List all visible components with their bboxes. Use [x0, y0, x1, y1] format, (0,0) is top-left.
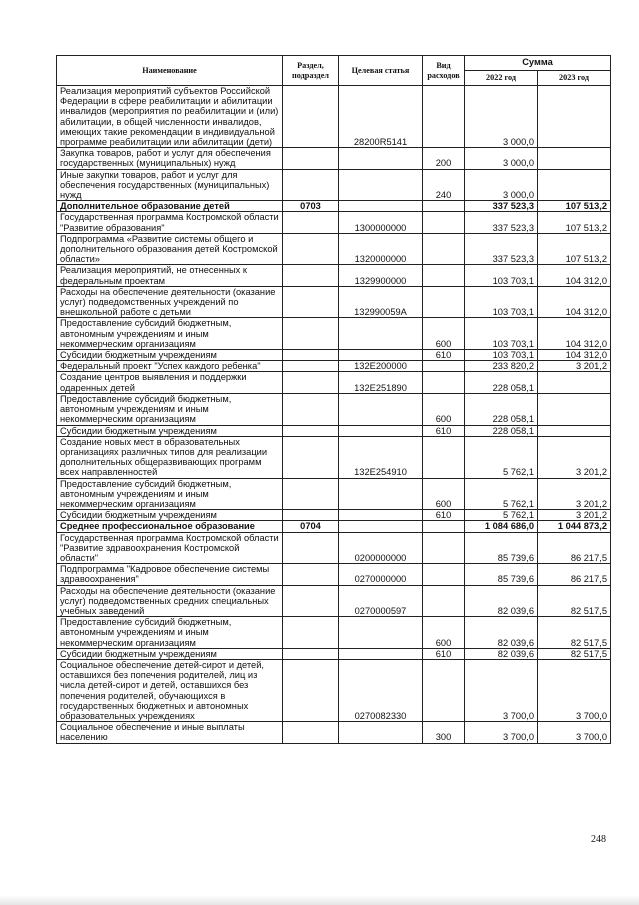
table-row — [57, 585, 611, 617]
row-2022-amount-cell: 3 000,0 — [465, 169, 538, 201]
row-section-cell — [283, 532, 339, 564]
row-name-cell: Социальное обеспечение и иные выплаты населению — [57, 722, 283, 743]
header-year-2022: 2022 год — [465, 71, 538, 86]
row-name-cell: Дополнительное образование детей — [57, 201, 283, 212]
row-2022-amount-cell: 337 523,3 — [465, 201, 538, 212]
row-target-cell: 28200R5141 — [339, 86, 423, 148]
row-section-cell — [283, 212, 339, 233]
row-2022-amount-cell: 5 762,1 — [465, 478, 538, 510]
row-section-cell — [283, 617, 339, 649]
row-kind-cell — [423, 521, 465, 532]
row-name-cell: Предоставление субсидий бюджетным, автономным учреждениям и иным некоммерческим организациям — [57, 318, 283, 350]
row-kind-cell: 600 — [423, 617, 465, 649]
row-name-cell: Субсидии бюджетным учреждениям — [57, 425, 283, 436]
row-2023-amount-cell: 3 201,2 — [538, 361, 611, 372]
table-row — [57, 361, 611, 372]
budget-table-sheet — [56, 55, 610, 744]
row-2022-amount-cell: 85 739,6 — [465, 532, 538, 564]
budget-table — [56, 55, 611, 744]
row-name-cell: Реализация мероприятий, не отнесенных к федеральным проектам — [57, 265, 283, 286]
row-2022-amount-cell: 85 739,6 — [465, 564, 538, 585]
table-row — [57, 478, 611, 510]
row-target-cell — [339, 510, 423, 521]
table-row — [57, 722, 611, 743]
row-section-cell — [283, 265, 339, 286]
row-2023-amount-cell: 104 312,0 — [538, 265, 611, 286]
row-name-cell: Предоставление субсидий бюджетным, автономным учреждениям и иным некоммерческим организациям — [57, 617, 283, 649]
row-name-cell: Подпрограмма «Развитие системы общего и дополнительного образования детей Костромской области» — [57, 233, 283, 265]
table-row — [57, 564, 611, 585]
row-2023-amount-cell: 3 201,2 — [538, 478, 611, 510]
row-2023-amount-cell: 3 700,0 — [538, 722, 611, 743]
row-2023-amount-cell: 3 201,2 — [538, 436, 611, 478]
row-section-cell — [283, 233, 339, 265]
table-row — [57, 372, 611, 393]
row-2023-amount-cell: 82 517,5 — [538, 585, 611, 617]
row-2022-amount-cell: 103 703,1 — [465, 286, 538, 318]
table-row — [57, 436, 611, 478]
row-section-cell — [283, 722, 339, 743]
row-name-cell: Государственная программа Костромской области "Развитие здравоохранения Костромской области" — [57, 532, 283, 564]
row-2023-amount-cell: 82 517,5 — [538, 648, 611, 659]
row-name-cell: Социальное обеспечение детей-сирот и детей, оставшихся без попечения родителей, лиц из числа детей-сирот и детей, оставшихся без попечения родителей, обучающихся в государственных бюджетных и автономных образовательных учреждениях — [57, 659, 283, 721]
row-section-cell — [283, 478, 339, 510]
row-target-cell — [339, 393, 423, 425]
table-row — [57, 201, 611, 212]
row-2022-amount-cell: 3 700,0 — [465, 722, 538, 743]
row-target-cell: 0270000597 — [339, 585, 423, 617]
table-header — [57, 56, 611, 86]
row-2023-amount-cell — [538, 393, 611, 425]
table-row — [57, 318, 611, 350]
row-2022-amount-cell: 233 820,2 — [465, 361, 538, 372]
row-section-cell — [283, 318, 339, 350]
row-target-cell — [339, 617, 423, 649]
row-section-cell — [283, 436, 339, 478]
table-row — [57, 425, 611, 436]
table-row — [57, 648, 611, 659]
row-target-cell — [339, 478, 423, 510]
row-kind-cell: 610 — [423, 425, 465, 436]
page-number: 248 — [591, 834, 606, 845]
row-2023-amount-cell: 82 517,5 — [538, 617, 611, 649]
row-name-cell: Создание новых мест в образовательных организациях различных типов для реализации дополнительных общеразвивающих программ всех направленностей — [57, 436, 283, 478]
row-section-cell — [283, 286, 339, 318]
row-target-cell — [339, 521, 423, 532]
row-2022-amount-cell: 3 000,0 — [465, 148, 538, 169]
table-row — [57, 510, 611, 521]
row-kind-cell — [423, 585, 465, 617]
row-2023-amount-cell: 86 217,5 — [538, 564, 611, 585]
row-section-cell — [283, 659, 339, 721]
row-target-cell: 132Е254910 — [339, 436, 423, 478]
row-kind-cell: 600 — [423, 478, 465, 510]
table-row — [57, 148, 611, 169]
row-2022-amount-cell: 228 058,1 — [465, 372, 538, 393]
row-section-cell — [283, 564, 339, 585]
row-name-cell: Субсидии бюджетным учреждениям — [57, 510, 283, 521]
row-2022-amount-cell: 228 058,1 — [465, 425, 538, 436]
row-2023-amount-cell — [538, 425, 611, 436]
row-2023-amount-cell: 107 513,2 — [538, 233, 611, 265]
row-name-cell: Создание центров выявления и поддержки одаренных детей — [57, 372, 283, 393]
row-target-cell: 1329900000 — [339, 265, 423, 286]
row-kind-cell: 600 — [423, 393, 465, 425]
row-name-cell: Федеральный проект "Успех каждого ребенка" — [57, 361, 283, 372]
row-2023-amount-cell: 104 312,0 — [538, 318, 611, 350]
row-2022-amount-cell: 5 762,1 — [465, 436, 538, 478]
row-2023-amount-cell: 107 513,2 — [538, 212, 611, 233]
row-kind-cell: 200 — [423, 148, 465, 169]
row-2022-amount-cell: 103 703,1 — [465, 318, 538, 350]
row-2022-amount-cell: 337 523,3 — [465, 212, 538, 233]
row-target-cell — [339, 350, 423, 361]
row-kind-cell: 300 — [423, 722, 465, 743]
row-2023-amount-cell: 3 201,2 — [538, 510, 611, 521]
row-target-cell: 1320000000 — [339, 233, 423, 265]
header-year-2023: 2023 год — [538, 71, 611, 86]
row-2022-amount-cell: 337 523,3 — [465, 233, 538, 265]
row-2023-amount-cell — [538, 86, 611, 148]
table-row — [57, 659, 611, 721]
row-kind-cell: 610 — [423, 350, 465, 361]
row-name-cell: Государственная программа Костромской области "Развитие образования" — [57, 212, 283, 233]
row-2022-amount-cell: 103 703,1 — [465, 265, 538, 286]
row-section-cell — [283, 510, 339, 521]
header-target: Целевая статья — [339, 56, 423, 86]
row-kind-cell — [423, 372, 465, 393]
row-name-cell: Иные закупки товаров, работ и услуг для обеспечения государственных (муниципальных) нужд — [57, 169, 283, 201]
row-section-cell — [283, 169, 339, 201]
table-row — [57, 86, 611, 148]
row-2023-amount-cell — [538, 169, 611, 201]
row-2022-amount-cell: 3 700,0 — [465, 659, 538, 721]
row-2023-amount-cell: 107 513,2 — [538, 201, 611, 212]
row-2022-amount-cell: 1 084 686,0 — [465, 521, 538, 532]
row-kind-cell — [423, 201, 465, 212]
header-sum: Сумма — [465, 56, 611, 71]
row-section-cell — [283, 350, 339, 361]
row-target-cell — [339, 169, 423, 201]
row-kind-cell: 240 — [423, 169, 465, 201]
row-section-cell — [283, 425, 339, 436]
row-section-cell: 0704 — [283, 521, 339, 532]
row-section-cell — [283, 361, 339, 372]
row-kind-cell — [423, 532, 465, 564]
row-kind-cell — [423, 286, 465, 318]
row-kind-cell — [423, 86, 465, 148]
row-name-cell: Субсидии бюджетным учреждениям — [57, 648, 283, 659]
table-body — [57, 86, 611, 744]
row-2023-amount-cell: 104 312,0 — [538, 350, 611, 361]
row-section-cell — [283, 648, 339, 659]
row-kind-cell: 610 — [423, 648, 465, 659]
table-row — [57, 393, 611, 425]
table-row — [57, 532, 611, 564]
row-2023-amount-cell: 86 217,5 — [538, 532, 611, 564]
row-section-cell — [283, 372, 339, 393]
header-section: Раздел, подраздел — [283, 56, 339, 86]
row-kind-cell — [423, 265, 465, 286]
row-2022-amount-cell: 82 039,6 — [465, 585, 538, 617]
scan-bottom-edge — [0, 895, 639, 905]
row-target-cell: 0270000000 — [339, 564, 423, 585]
header-name: Наименование — [57, 56, 283, 86]
row-section-cell — [283, 585, 339, 617]
row-target-cell — [339, 722, 423, 743]
row-2023-amount-cell: 104 312,0 — [538, 286, 611, 318]
row-2023-amount-cell — [538, 148, 611, 169]
row-section-cell — [283, 86, 339, 148]
row-name-cell: Субсидии бюджетным учреждениям — [57, 350, 283, 361]
row-section-cell — [283, 148, 339, 169]
table-row — [57, 350, 611, 361]
row-name-cell: Реализация мероприятий субъектов Российской Федерации в сфере реабилитации и абилитации инвалидов (мероприятия по реабилитации и (или) абилитации, в общей численности инвалидов, имеющих такие рекомендации в индивидуальной программе реабилитации или абилитации (дети) — [57, 86, 283, 148]
table-row — [57, 617, 611, 649]
row-kind-cell — [423, 361, 465, 372]
row-name-cell: Расходы на обеспечение деятельности (оказание услуг) подведомственных учреждений по внешкольной работе с детьми — [57, 286, 283, 318]
row-target-cell: 132Е251890 — [339, 372, 423, 393]
row-2023-amount-cell — [538, 372, 611, 393]
row-2022-amount-cell: 5 762,1 — [465, 510, 538, 521]
row-2023-amount-cell: 1 044 873,2 — [538, 521, 611, 532]
table-row — [57, 212, 611, 233]
row-name-cell: Предоставление субсидий бюджетным, автономным учреждениям и иным некоммерческим организациям — [57, 393, 283, 425]
row-2022-amount-cell: 228 058,1 — [465, 393, 538, 425]
row-name-cell: Расходы на обеспечение деятельности (оказание услуг) подведомственных средних специальных учебных заведений — [57, 585, 283, 617]
row-section-cell: 0703 — [283, 201, 339, 212]
row-name-cell: Предоставление субсидий бюджетным, автономным учреждениям и иным некоммерческим организациям — [57, 478, 283, 510]
row-kind-cell — [423, 212, 465, 233]
row-target-cell: 132990059А — [339, 286, 423, 318]
row-name-cell: Подпрограмма "Кадровое обеспечение системы здравоохранения" — [57, 564, 283, 585]
row-2022-amount-cell: 82 039,6 — [465, 617, 538, 649]
table-row — [57, 169, 611, 201]
row-kind-cell — [423, 564, 465, 585]
table-row — [57, 265, 611, 286]
row-target-cell: 132Е200000 — [339, 361, 423, 372]
row-2022-amount-cell: 103 703,1 — [465, 350, 538, 361]
row-name-cell: Среднее профессиональное образование — [57, 521, 283, 532]
row-kind-cell — [423, 233, 465, 265]
row-kind-cell — [423, 436, 465, 478]
row-name-cell: Закупка товаров, работ и услуг для обеспечения государственных (муниципальных) нужд — [57, 148, 283, 169]
row-target-cell: 1300000000 — [339, 212, 423, 233]
row-section-cell — [283, 393, 339, 425]
row-kind-cell: 610 — [423, 510, 465, 521]
row-target-cell — [339, 318, 423, 350]
row-target-cell — [339, 148, 423, 169]
row-2022-amount-cell: 82 039,6 — [465, 648, 538, 659]
row-kind-cell — [423, 659, 465, 721]
header-kind: Вид расходов — [423, 56, 465, 86]
table-row — [57, 286, 611, 318]
row-target-cell: 0200000000 — [339, 532, 423, 564]
row-2022-amount-cell: 3 000,0 — [465, 86, 538, 148]
row-target-cell — [339, 425, 423, 436]
table-row — [57, 521, 611, 532]
row-target-cell — [339, 648, 423, 659]
row-kind-cell: 600 — [423, 318, 465, 350]
row-target-cell — [339, 201, 423, 212]
row-target-cell: 0270082330 — [339, 659, 423, 721]
table-row — [57, 233, 611, 265]
row-2023-amount-cell: 3 700,0 — [538, 659, 611, 721]
